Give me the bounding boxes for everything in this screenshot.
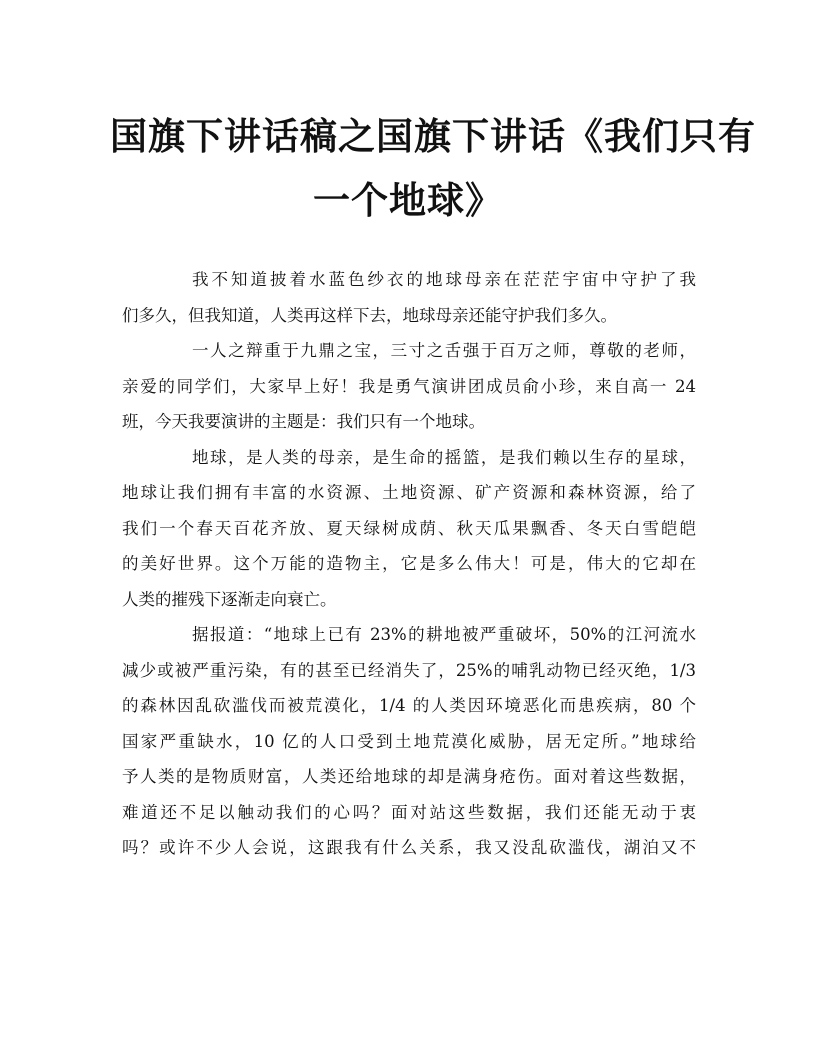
paragraph-line: 难道还不足以触动我们的心吗？面对站这些数据，我们还能无动于衷 [122,802,696,822]
paragraph-line: 我不知道披着水蓝色纱衣的地球母亲在茫茫宇宙中守护了我 [192,270,696,289]
paragraph-line: 亲爱的同学们，大家早上好！我是勇气演讲团成员俞小珍，来自高一 24 [122,376,696,396]
paragraph-4 [122,617,696,866]
document-body [122,262,696,866]
title-line-2: 一个地球》 [313,178,503,222]
paragraph-line: 的森林因乱砍滥伐而被荒漠化，1/4 的人类因环境恶化而患疾病，80 个 [122,696,696,715]
paragraph-line: 据报道：“地球上已有 23%的耕地被严重破坏，50%的江河流水 [192,625,696,644]
paragraph-line: 减少或被严重污染，有的甚至已经消失了，25%的哺乳动物已经灭绝，1/3 [122,660,696,680]
paragraph-line: 们多久，但我知道，人类再这样下去，地球母亲还能守护我们多久。 [122,305,617,325]
paragraph-line: 吗？或许不少人会说，这跟我有什么关系，我又没乱砍滥伐，湖泊又不 [122,838,696,857]
paragraph-line: 的美好世界。这个万能的造物主，它是多么伟大！可是，伟大的它却在 [122,554,696,573]
paragraph-line: 人类的摧残下逐渐走向衰亡。 [122,589,337,609]
paragraph-1 [122,262,696,333]
title-line-1: 国旗下讲话稿之国旗下讲话《我们只有 [110,114,756,158]
paragraph-line: 予人类的是物质财富，人类还给地球的却是满身疮伤。面对着这些数据， [122,767,696,786]
paragraph-2 [122,333,696,440]
paragraph-line: 班，今天我要演讲的主题是：我们只有一个地球。 [122,412,485,431]
document-title [110,104,756,232]
paragraph-line: 国家严重缺水，10 亿的人口受到土地荒漠化威胁，居无定所。”地球给 [122,731,696,751]
paragraph-line: 地球，是人类的母亲，是生命的摇篮，是我们赖以生存的星球， [192,447,696,467]
paragraph-line: 一人之辩重于九鼎之宝，三寸之舌强于百万之师，尊敬的老师， [192,341,696,360]
paragraph-line: 我们一个春天百花齐放、夏天绿树成荫、秋天瓜果飘香、冬天白雪皑皑 [122,518,696,538]
paragraph-3 [122,440,696,618]
paragraph-line: 地球让我们拥有丰富的水资源、土地资源、矿产资源和森林资源，给了 [122,483,696,502]
